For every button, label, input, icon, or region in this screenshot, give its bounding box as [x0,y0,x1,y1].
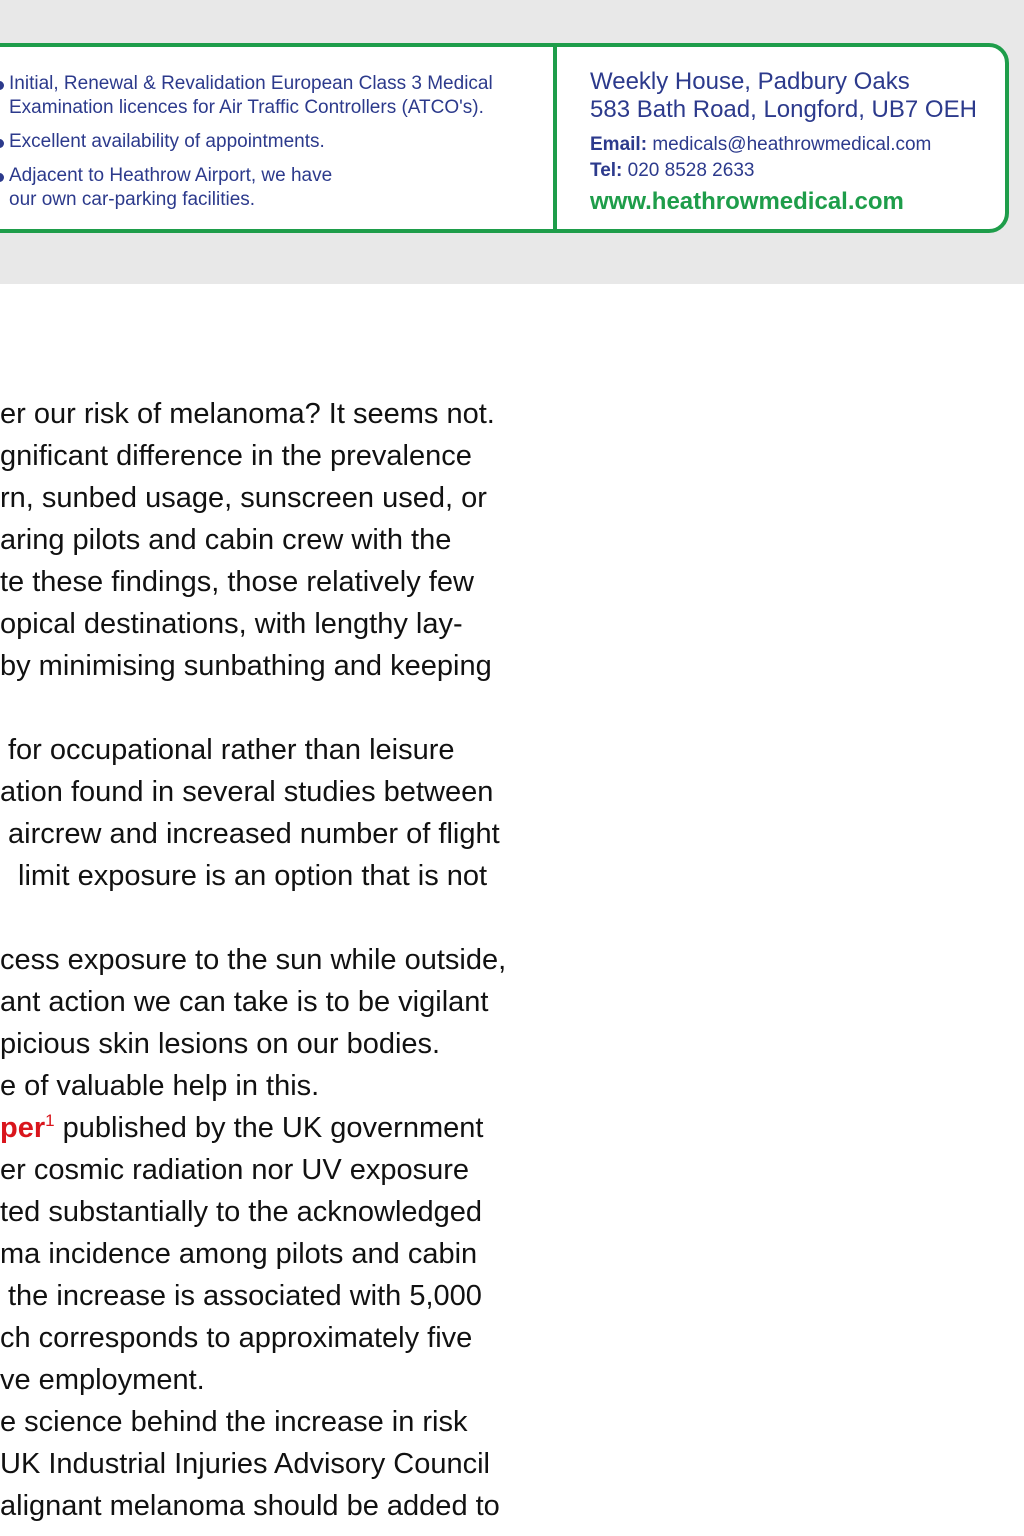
text-line: ant action we can take is to be vigilant [0,986,489,1018]
bullet-dot-icon [0,173,4,182]
text-fragment: published by the UK government [54,1112,484,1144]
advert-bullet-text: Excellent availability of appointments. [9,131,325,152]
text-line: the increase is associated with 5,000 [8,1280,482,1312]
text-line: ch corresponds to approximately five [0,1322,473,1354]
text-line: ted substantially to the acknowledged [0,1196,483,1228]
text-line: ve employment. [0,1364,205,1396]
website-link[interactable]: www.heathrowmedical.com [590,188,904,215]
text-line: er cosmic radiation nor UV exposure [0,1154,470,1186]
text-line: gnificant difference in the prevalence [0,440,472,472]
tel-label: Tel: [590,160,623,181]
text-line: e of valuable help in this. [0,1070,320,1102]
reference-number: 1 [45,1111,55,1130]
email-label: Email: [590,134,648,155]
advert-bullet-text: Adjacent to Heathrow Airport, we have [9,165,333,186]
advert-bullet-list [0,72,545,222]
advert-bullet [0,130,545,154]
text-line: for occupational rather than leisure [8,734,455,766]
reference-line [0,1107,1024,1149]
text-line: alignant melanoma should be added to [0,1490,500,1522]
email-link[interactable]: medicals@heathrowmedical.com [652,134,932,155]
text-line: rn, sunbed usage, sunscreen used, or [0,482,487,514]
advert-bullet [0,72,545,120]
advert-bullet-text: Examination licences for Air Traffic Controllers (ATCO's). [9,97,484,118]
advert-bullet [0,164,545,212]
bullet-dot-icon [0,81,4,90]
article-paragraph [0,729,1024,897]
address-line: 583 Bath Road, Longford, UB7 OEH [590,96,977,123]
text-line: aring pilots and cabin crew with the [0,524,452,556]
advert-bullet-text: our own car-parking facilities. [9,189,256,210]
text-line: cess exposure to the sun while outside, [0,944,507,976]
tel-number: 020 8528 2633 [627,160,755,181]
text-line: limit exposure is an option that is not [18,860,488,892]
article-paragraph [0,939,1024,1527]
tel-row [590,158,1010,184]
article-paragraph [0,393,1024,687]
text-line: opical destinations, with lengthy lay- [0,608,463,640]
text-line: UK Industrial Injuries Advisory Council [0,1448,490,1480]
reference-link[interactable]: per [0,1112,46,1144]
text-line: er our risk of melanoma? It seems not. [0,398,495,430]
text-line: ma incidence among pilots and cabin [0,1238,478,1270]
advert-contact-block [590,68,1010,218]
bullet-dot-icon [0,139,4,148]
text-line: by minimising sunbathing and keeping [0,650,492,682]
article-body [0,393,1024,1527]
text-line: te these findings, those relatively few [0,566,474,598]
text-line: e science behind the increase in risk [0,1406,468,1438]
paragraph-gap [0,687,1024,729]
email-row [590,132,1010,158]
paragraph-gap [0,897,1024,939]
advert-divider [553,45,557,233]
text-line: picious skin lesions on our bodies. [0,1028,441,1060]
text-line: aircrew and increased number of flight [8,818,500,850]
address-line: Weekly House, Padbury Oaks [590,68,910,95]
text-line: ation found in several studies between [0,776,494,808]
advert-bullet-text: Initial, Renewal & Revalidation European Class 3 Medical [9,73,493,94]
